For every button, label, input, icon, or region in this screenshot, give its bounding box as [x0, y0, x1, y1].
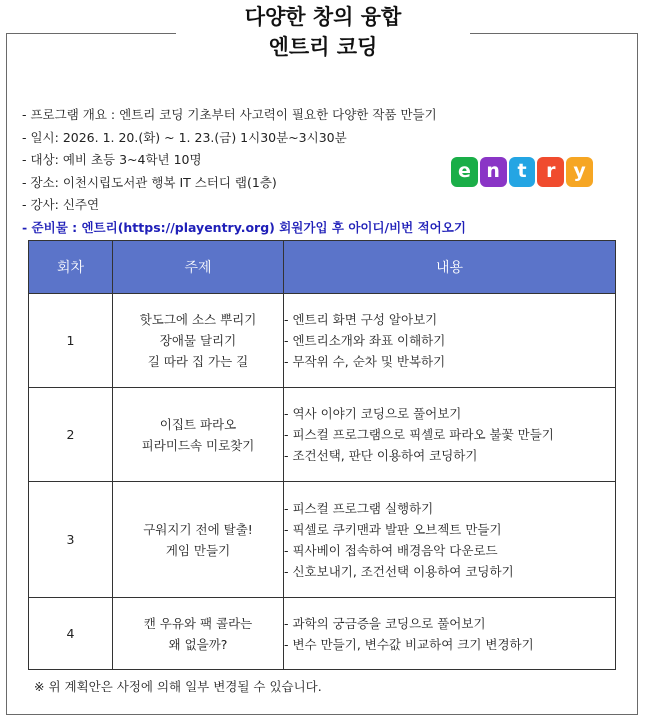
program-preparation: - 준비물 : 엔트리(https://playentry.org) 회원가입 후 아이디/비번 적어오기: [22, 219, 466, 235]
topic-line: 피라미드속 미로찾기: [141, 437, 255, 453]
table-row: [29, 482, 616, 598]
change-notice: ※ 위 계획안은 사정에 의해 일부 변경될 수 있습니다.: [34, 679, 322, 694]
session-content: [284, 388, 616, 482]
table-row: [29, 598, 616, 670]
program-place: - 장소: 이천시립도서관 행복 IT 스터디 랩(1층): [22, 174, 277, 190]
session-topic: [113, 598, 284, 670]
header-topic: 주제: [113, 241, 284, 294]
topic-line: 핫도그에 소스 뿌리기: [139, 312, 257, 327]
table-row: [29, 294, 616, 388]
session-number: 1: [29, 294, 113, 388]
document-title: [176, 2, 470, 64]
session-content: [284, 294, 616, 388]
program-date: - 일시: 2026. 1. 20.(화) ~ 1. 23.(금) 1시30분~3시30분: [22, 129, 347, 145]
title-line-2: 엔트리 코딩: [268, 35, 378, 59]
logo-letter-e: e: [451, 157, 478, 187]
logo-letter-y: y: [566, 157, 593, 187]
session-content: [284, 482, 616, 598]
content-line: - 엔트리 화면 구성 알아보기: [284, 312, 438, 327]
topic-line: 왜 없을까?: [168, 636, 228, 652]
topic-line: 캔 우유와 팩 콜라는: [143, 615, 253, 631]
header-session: 회차: [29, 241, 113, 294]
session-topic: [113, 482, 284, 598]
content-line: - 피스컬 프로그램으로 픽셀로 파라오 불꽃 만들기: [284, 427, 554, 442]
content-line: - 과학의 궁금증을 코딩으로 풀어보기: [284, 615, 486, 631]
topic-line: 게임 만들기: [165, 542, 231, 558]
content-line: - 엔트리소개와 좌표 이해하기: [284, 333, 446, 348]
content-line: - 픽사베이 접속하여 배경음악 다운로드: [284, 542, 498, 558]
session-content: [284, 598, 616, 670]
topic-line: 장애물 달리기: [159, 333, 237, 348]
header-content: 내용: [284, 241, 616, 294]
program-target: - 대상: 예비 초등 3~4학년 10명: [22, 152, 202, 167]
topic-line: 구워지기 전에 탈출!: [143, 521, 253, 537]
content-line: - 조건선택, 판단 이용하여 코딩하기: [284, 448, 478, 463]
topic-line: 길 따라 집 가는 길: [147, 354, 249, 369]
content-line: - 변수 만들기, 변수값 비교하여 크기 변경하기: [284, 636, 534, 652]
content-line: - 신호보내기, 조건선택 이용하여 코딩하기: [284, 563, 514, 579]
session-number: 2: [29, 388, 113, 482]
logo-letter-r: r: [537, 157, 564, 187]
table-row: [29, 388, 616, 482]
session-number: 4: [29, 598, 113, 670]
content-line: - 무작위 수, 순차 및 반복하기: [284, 354, 446, 369]
title-line-1: 다양한 창의 융합: [244, 5, 402, 29]
session-number: 3: [29, 482, 113, 598]
table-header-row: [29, 241, 616, 294]
session-topic: [113, 294, 284, 388]
entry-logo: [451, 157, 593, 187]
program-overview: - 프로그램 개요 : 엔트리 코딩 기초부터 사고력이 필요한 다양한 작품 만들기: [22, 107, 437, 122]
program-info: [22, 104, 466, 239]
schedule-table: [28, 240, 616, 670]
session-topic: [113, 388, 284, 482]
content-line: - 피스컬 프로그램 실행하기: [284, 500, 434, 516]
topic-line: 이집트 파라오: [159, 416, 237, 432]
content-line: - 픽셀로 쿠키맨과 발판 오브젝트 만들기: [284, 521, 502, 537]
content-line: - 역사 이야기 코딩으로 풀어보기: [284, 406, 462, 421]
program-instructor: - 강사: 신주연: [22, 197, 100, 212]
logo-letter-n: n: [480, 157, 507, 187]
logo-letter-t: t: [509, 157, 536, 187]
